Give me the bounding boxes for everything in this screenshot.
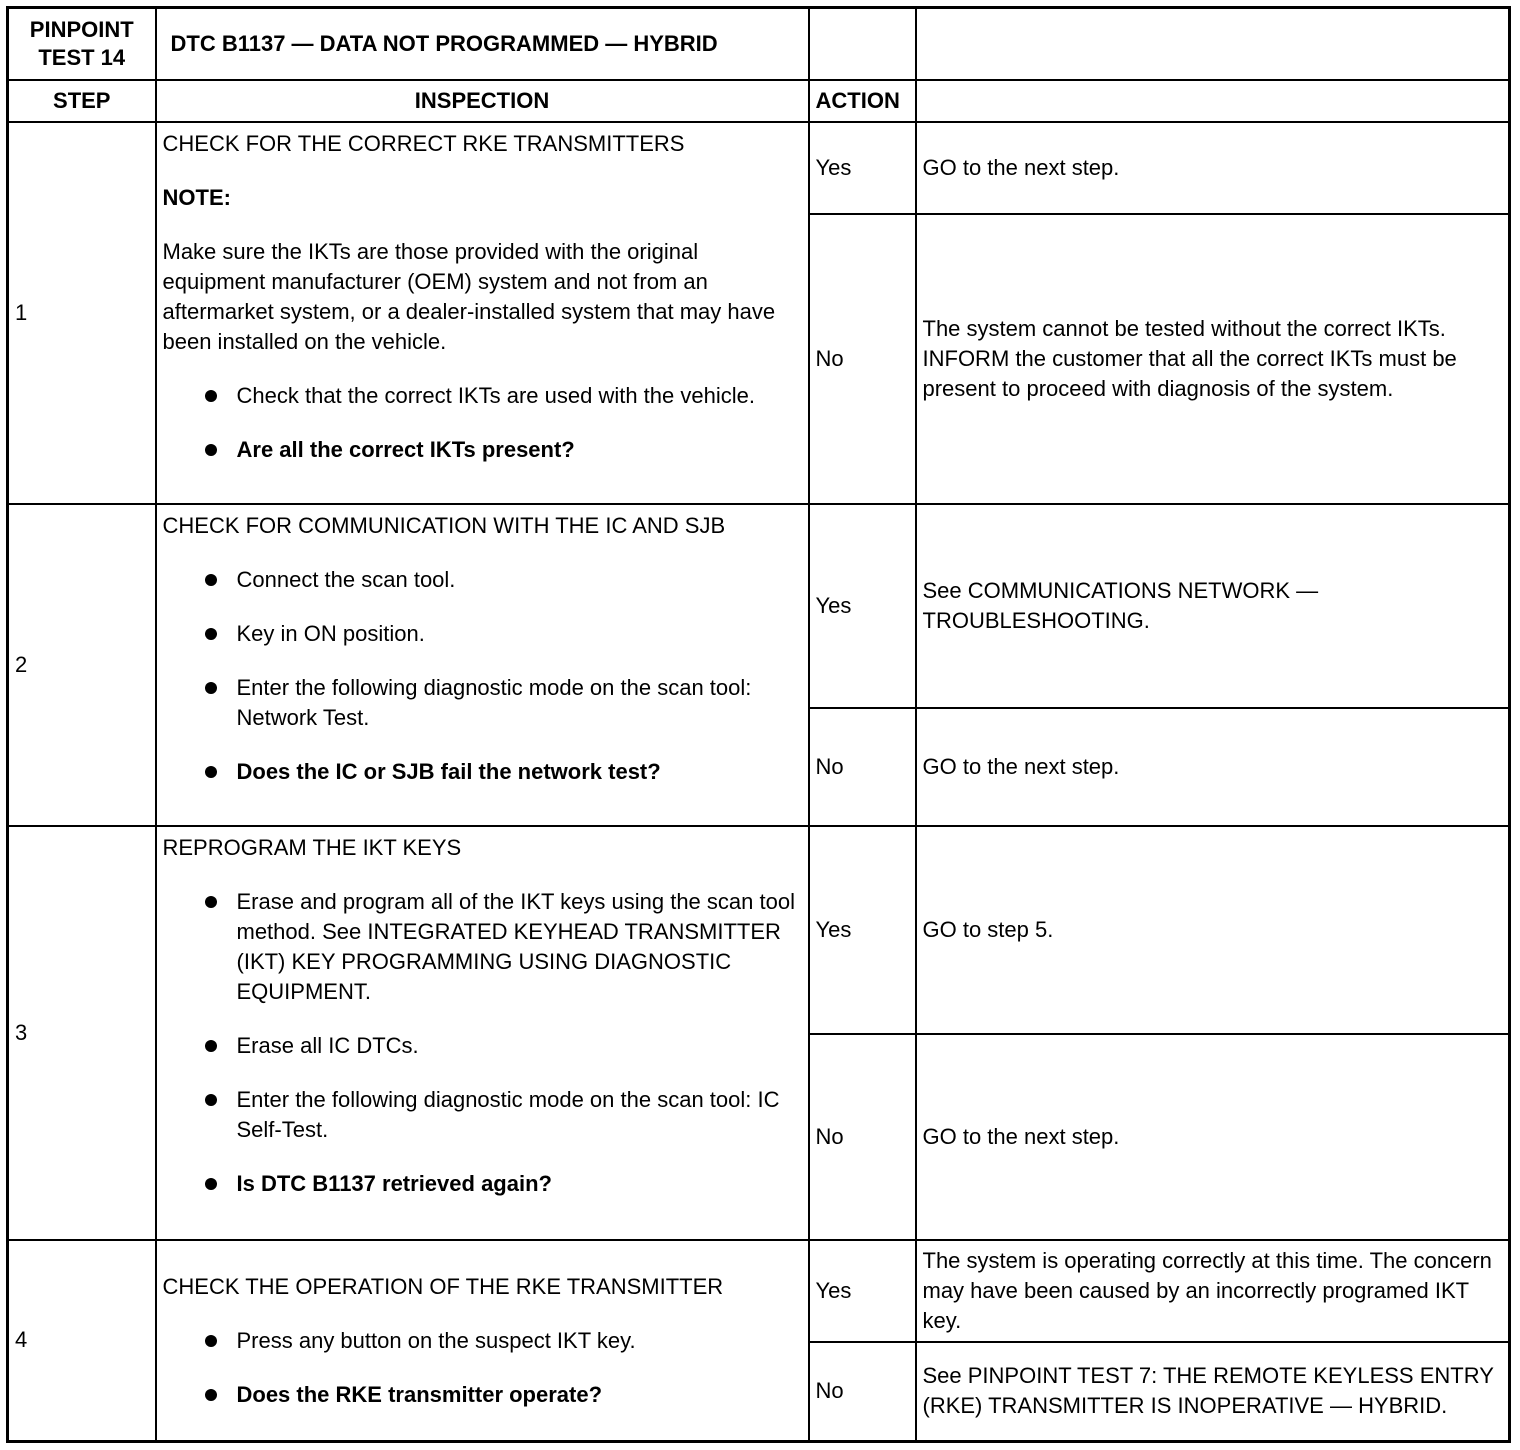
list-item: Enter the following diagnostic mode on the scan tool: Network Test.: [163, 673, 802, 733]
no-answer: No: [809, 214, 916, 504]
action-column-header: ACTION: [809, 80, 916, 122]
table-row: [8, 1240, 1510, 1342]
empty-cell: [809, 8, 916, 80]
table-row: [8, 122, 1510, 214]
bullet-icon: [205, 628, 217, 640]
bullet-icon: [205, 444, 217, 456]
bullet-icon: [205, 1040, 217, 1052]
step-number: 2: [8, 504, 156, 826]
test-title: DTC B1137 — DATA NOT PROGRAMMED — HYBRID: [156, 8, 809, 80]
step-number: 1: [8, 122, 156, 504]
list-item: Key in ON position.: [163, 619, 802, 649]
step-column-header: STEP: [8, 80, 156, 122]
step-number: 3: [8, 826, 156, 1240]
pinpoint-test-table: [6, 6, 1511, 1443]
step-heading: CHECK THE OPERATION OF THE RKE TRANSMITTER: [162, 1274, 724, 1300]
bullet-icon: [205, 1178, 217, 1190]
yes-action: The system is operating correctly at this time. The concern may have been caused by an incorrectly programed IKT key.: [916, 1240, 1510, 1342]
bullet-icon: [205, 896, 217, 908]
step-heading: REPROGRAM THE IKT KEYS: [162, 834, 462, 860]
step-number: 4: [8, 1240, 156, 1442]
yes-answer: Yes: [809, 1240, 916, 1342]
yes-answer: Yes: [809, 122, 916, 214]
bullet-icon: [205, 766, 217, 778]
question-item: Are all the correct IKTs present?: [163, 435, 802, 465]
no-answer: No: [809, 1034, 916, 1240]
bullet-list: [163, 1326, 802, 1410]
bullet-icon: [205, 390, 217, 402]
inspection-cell: [156, 122, 809, 504]
step-heading: CHECK FOR COMMUNICATION WITH THE IC AND SJB: [162, 512, 726, 538]
yes-action: GO to step 5.: [916, 826, 1510, 1034]
pinpoint-label: PINPOINT TEST 14: [8, 8, 156, 80]
question-item: Does the IC or SJB fail the network test?: [163, 757, 802, 787]
table-row: [8, 504, 1510, 708]
no-answer: No: [809, 708, 916, 826]
question-item: Is DTC B1137 retrieved again?: [163, 1169, 802, 1199]
column-header-row: [8, 80, 1510, 122]
list-item: Erase and program all of the IKT keys using the scan tool method. See INTEGRATED KEYHEAD TRANSMITTER (IKT) KEY PROGRAMMING USING DIAGNOSTIC EQUIPMENT.: [163, 887, 802, 1007]
no-action: GO to the next step.: [916, 1034, 1510, 1240]
no-action: The system cannot be tested without the correct IKTs. INFORM the customer that all the correct IKTs must be present to proceed with diagnosis of the system.: [916, 214, 1510, 504]
bullet-list: [163, 381, 802, 465]
yes-action: See COMMUNICATIONS NETWORK — TROUBLESHOOTING.: [916, 504, 1510, 708]
list-item: Erase all IC DTCs.: [163, 1031, 802, 1061]
note-label: NOTE:: [162, 184, 231, 210]
inspection-cell: [156, 826, 809, 1240]
no-action: GO to the next step.: [916, 708, 1510, 826]
bullet-icon: [205, 574, 217, 586]
note-text: Make sure the IKTs are those provided with the original equipment manufacturer (OEM) system and not from an aftermarket system, or a dealer-installed system that may have been installed on the vehicle.: [162, 238, 776, 354]
list-item: Connect the scan tool.: [163, 565, 802, 595]
yes-action: GO to the next step.: [916, 122, 1510, 214]
bullet-icon: [205, 1335, 217, 1347]
bullet-icon: [205, 682, 217, 694]
bullet-list: [163, 887, 802, 1199]
list-item: Press any button on the suspect IKT key.: [163, 1326, 802, 1356]
inspection-cell: [156, 1240, 809, 1442]
yes-answer: Yes: [809, 826, 916, 1034]
no-answer: No: [809, 1342, 916, 1442]
question-item: Does the RKE transmitter operate?: [163, 1380, 802, 1410]
title-row: [8, 8, 1510, 80]
bullet-list: [163, 565, 802, 787]
empty-cell: [916, 8, 1510, 80]
bullet-icon: [205, 1389, 217, 1401]
table-row: [8, 826, 1510, 1034]
inspection-cell: [156, 504, 809, 826]
no-action: See PINPOINT TEST 7: THE REMOTE KEYLESS ENTRY (RKE) TRANSMITTER IS INOPERATIVE — HYBRID.: [916, 1342, 1510, 1442]
yes-answer: Yes: [809, 504, 916, 708]
list-item: Check that the correct IKTs are used with the vehicle.: [163, 381, 802, 411]
list-item: Enter the following diagnostic mode on the scan tool: IC Self-Test.: [163, 1085, 802, 1145]
empty-cell: [916, 80, 1510, 122]
step-heading: CHECK FOR THE CORRECT RKE TRANSMITTERS: [162, 130, 685, 156]
bullet-icon: [205, 1094, 217, 1106]
inspection-column-header: INSPECTION: [156, 80, 809, 122]
